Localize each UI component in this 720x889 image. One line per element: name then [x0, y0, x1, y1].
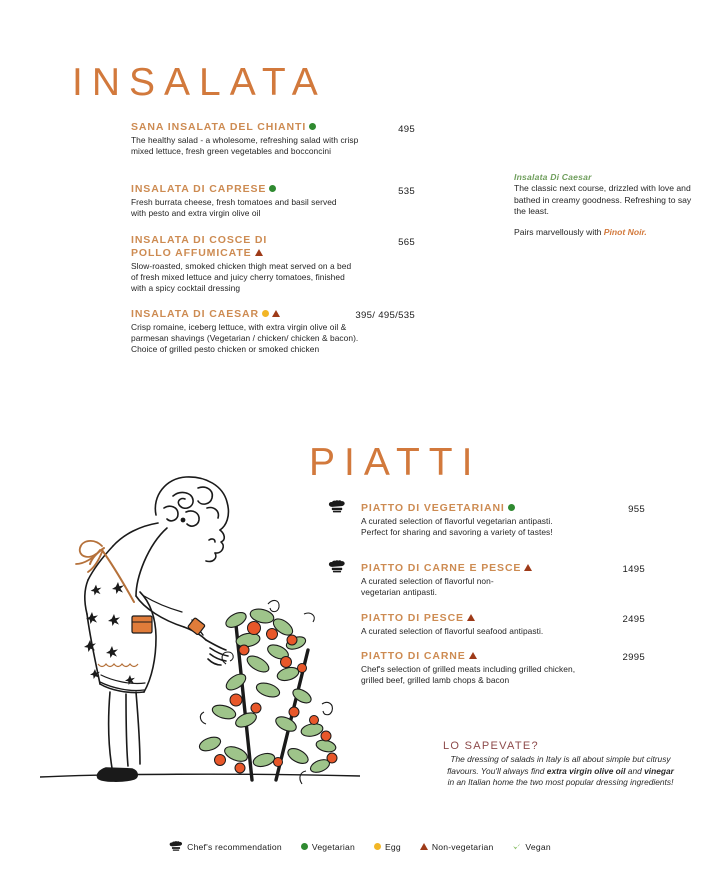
veg-dot-icon: [269, 185, 276, 192]
ls-line2: but citrusy flavours. You'll always find: [447, 754, 671, 776]
ls-line4: the two most popular dressing ingredients!: [516, 777, 674, 788]
legend-item-egg: [374, 842, 401, 852]
nonveg-triangle-icon: [467, 614, 475, 621]
menu-item-price: 2995: [622, 652, 645, 663]
nonveg-triangle-icon: [420, 843, 428, 850]
menu-item-description: A curated selection of flavorful non-vegetarian antipasti.: [361, 576, 494, 598]
ls-and: and: [625, 765, 645, 776]
menu-item-title-text: PIATTO DI CARNE: [361, 650, 466, 662]
menu-item-price: 495: [398, 124, 415, 135]
menu-item-price: 395/ 495/535: [355, 310, 415, 321]
legend: [0, 841, 720, 852]
nonveg-triangle-icon: [524, 564, 532, 571]
menu-item-price: 565: [398, 237, 415, 248]
menu-item-title-text: SANA INSALATA DEL CHIANTI: [131, 121, 307, 133]
nonveg-triangle-icon: [272, 310, 280, 317]
legend-label: Vegetarian: [311, 841, 355, 852]
menu-item-title-text: INSALATA DI CAESAR: [131, 308, 260, 320]
menu-item-price: 1495: [622, 564, 645, 575]
veg-dot-icon: [301, 843, 308, 850]
egg-dot-icon: [374, 843, 381, 850]
menu-item-price: 2495: [622, 614, 645, 625]
veg-dot-icon: [309, 123, 316, 130]
caesar-side-note: [514, 172, 694, 238]
menu-item-description: Crisp romaine, iceberg lettuce, with extra virgin olive oil & parmesan shavings (Vegetarian / chicken/ chicken & bacon). Choice of grilled pesto chicken or smoked chicken: [131, 322, 359, 355]
veg-dot-icon: [508, 504, 515, 511]
legend-item-vegetarian: [301, 842, 355, 852]
section-heading-insalata: INSALATA: [72, 61, 327, 104]
chef-hat-icon: [169, 841, 183, 852]
pairing-prefix: Pairs marvellously with: [514, 226, 604, 237]
lo-sapevate-title: LO SAPEVATE?: [443, 740, 539, 752]
menu-item-title: [131, 234, 311, 260]
menu-item-description: A curated selection of flavorful vegetarian antipasti. Perfect for sharing and savoring a variety of tastes!: [361, 516, 553, 538]
legend-item-nonveg: [420, 842, 494, 852]
menu-item-description: The healthy salad - a wholesome, refreshing salad with crisp mixed lettuce, fresh green vegetables and bocconcini: [131, 135, 359, 157]
ls-line3-tail: in an Italian home: [447, 777, 514, 788]
menu-item-title-text: PIATTO DI CARNE E PESCE: [361, 562, 522, 574]
menu-item-description: Fresh burrata cheese, fresh tomatoes and basil served with pesto and extra virgin olive oil: [131, 197, 337, 219]
egg-dot-icon: [262, 310, 269, 317]
ls-bold-vinegar: vinegar: [644, 765, 674, 776]
legend-label: Vegan: [525, 841, 551, 852]
lo-sapevate-note: [443, 740, 678, 789]
ls-line1: The dressing of salads in Italy is all about simple: [450, 754, 631, 764]
legend-label: Egg: [384, 841, 401, 852]
menu-item-price: 955: [628, 504, 645, 515]
caesar-note-title: Insalata Di Caesar: [514, 172, 592, 182]
menu-item-title-text: INSALATA DI COSCE DI POLLO AFFUMICATE: [131, 234, 268, 259]
menu-item-title-text: INSALATA DI CAPRESE: [131, 183, 267, 195]
ls-bold-oil: virgin olive oil: [569, 765, 626, 776]
lo-sapevate-body: [443, 754, 678, 789]
section-heading-piatti: PIATTI: [309, 441, 482, 484]
legend-item-chef: [169, 841, 282, 852]
menu-item-description: Slow-roasted, smoked chicken thigh meat served on a bed of fresh mixed lettuce and juicy cherry tomatoes, finished with a spicy cocktail dressing: [131, 261, 352, 294]
vegan-check-icon: [512, 842, 521, 851]
nonveg-triangle-icon: [469, 652, 477, 659]
legend-label: Non-vegetarian: [431, 841, 494, 852]
menu-item-title-text: PIATTO DI PESCE: [361, 612, 464, 624]
caesar-note-pairing: [514, 227, 694, 239]
caesar-note-body: The classic next course, drizzled with love and bathed in creamy goodness. Refreshing to say the least.: [514, 183, 692, 216]
ls-bold-extra: extra: [546, 765, 567, 776]
pairing-wine: Pinot Noir.: [603, 226, 647, 237]
menu-item-description: Chef's selection of grilled meats including grilled chicken, grilled beef, grilled lamb chops & bacon: [361, 664, 576, 686]
menu-item-description: A curated selection of flavorful seafood antipasti.: [361, 626, 544, 636]
menu-item-price: 535: [398, 186, 415, 197]
legend-label: Chef's recommendation: [187, 841, 282, 852]
woman-tending-tomato-plants-illustration: [40, 468, 360, 813]
legend-item-vegan: [512, 842, 550, 852]
nonveg-triangle-icon: [255, 249, 263, 256]
menu-item-title-text: PIATTO DI VEGETARIANI: [361, 502, 505, 514]
